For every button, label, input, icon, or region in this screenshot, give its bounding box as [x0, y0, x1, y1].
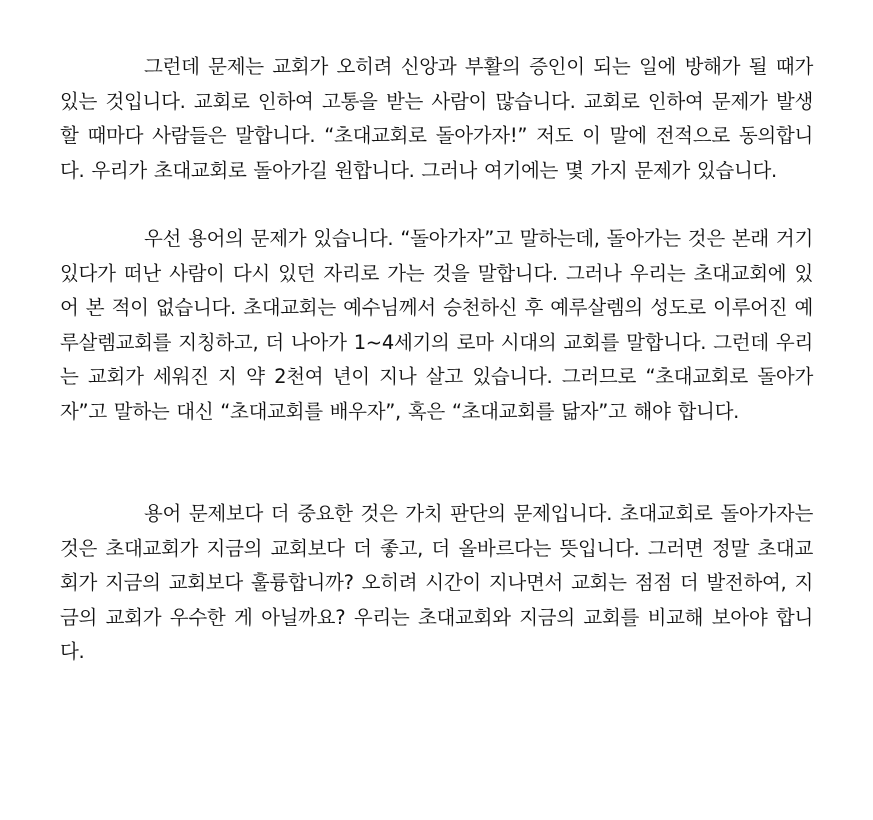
paragraph-3: 용어 문제보다 더 중요한 것은 가치 판단의 문제입니다. 초대교회로 돌아가자는 것은 초대교회가 지금의 교회보다 더 좋고, 더 올바르다는 뜻입니다. 그러면 정말 초대교회가 지금의 교회보다 훌륭합니까? 오히려 시간이 지나면서 교회는 점점 더 발전하여, 지금의 교회가 우수한 게 아닐까요? 우리는 초대교회와 지금의 교회를 비교해 보아야 합니다. — [60, 502, 813, 663]
paragraph-1: 그런데 문제는 교회가 오히려 신앙과 부활의 증인이 되는 일에 방해가 될 때가 있는 것입니다. 교회로 인하여 고통을 받는 사람이 많습니다. 교회로 인하여 문제가 발생할 때마다 사람들은 말합니다. “초대교회로 돌아가자!” 저도 이 말에 전적으로 동의합니다. 우리가 초대교회로 돌아가길 원합니다. 그러나 여기에는 몇 가지 문제가 있습니다. — [60, 55, 813, 182]
document-body — [60, 50, 813, 670]
paragraph-2: 우선 용어의 문제가 있습니다. “돌아가자”고 말하는데, 돌아가는 것은 본래 거기 있다가 떠난 사람이 다시 있던 자리로 가는 것을 말합니다. 그러나 우리는 초대교회에 있어 본 적이 없습니다. 초대교회는 예수님께서 승천하신 후 예루살렘의 성도로 이루어진 예루살렘교회를 지칭하고, 더 나아가 1~4세기의 로마 시대의 교회를 말합니다. 그런데 우리는 교회가 세워진 지 약 2천여 년이 지나 살고 있습니다. 그러므로 “초대교회로 돌아가자”고 말하는 대신 “초대교회를 배우자”, 혹은 “초대교회를 닮자”고 해야 합니다. — [60, 227, 813, 423]
